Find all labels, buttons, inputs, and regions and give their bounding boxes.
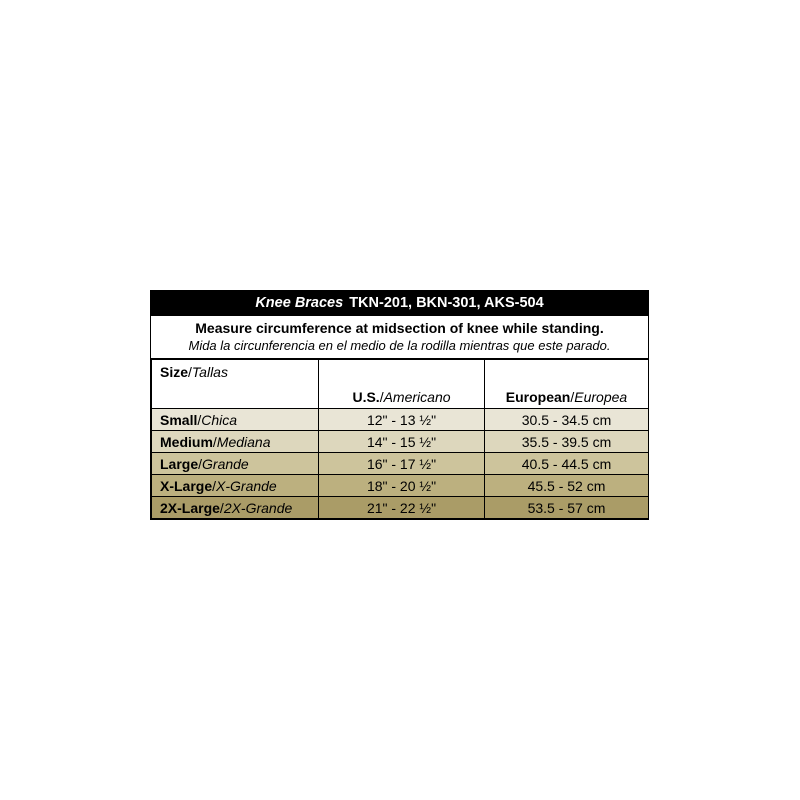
size-es: X-Grande bbox=[216, 477, 277, 494]
size-cell: Large/Grande bbox=[152, 453, 319, 475]
table-row bbox=[152, 497, 649, 519]
us-measurement: 18" - 20 ½" bbox=[319, 475, 485, 497]
size-en: 2X-Large bbox=[160, 499, 220, 516]
size-en: Small bbox=[160, 411, 198, 428]
size-en: Medium bbox=[160, 433, 213, 450]
chart-title-bar bbox=[151, 291, 648, 316]
instructions-english: Measure circumference at midsection of knee while standing. bbox=[195, 320, 604, 336]
size-table bbox=[151, 359, 649, 519]
size-es: Chica bbox=[201, 411, 238, 428]
header-us: U.S./Americano bbox=[319, 360, 485, 409]
eu-measurement: 30.5 - 34.5 cm bbox=[485, 409, 649, 431]
us-measurement: 21" - 22 ½" bbox=[319, 497, 485, 519]
size-cell: Small/Chica bbox=[152, 409, 319, 431]
size-cell: 2X-Large/2X-Grande bbox=[152, 497, 319, 519]
eu-measurement: 45.5 - 52 cm bbox=[485, 475, 649, 497]
size-cell: X-Large/X-Grande bbox=[152, 475, 319, 497]
size-en: X-Large bbox=[160, 477, 213, 494]
size-es: Grande bbox=[202, 455, 249, 472]
size-es: Mediana bbox=[216, 433, 271, 450]
size-chart bbox=[150, 290, 649, 520]
header-size-en: Size bbox=[160, 364, 189, 380]
chart-title-product: Knee Braces bbox=[255, 295, 344, 311]
table-row bbox=[152, 453, 649, 475]
size-en: Large bbox=[160, 455, 199, 472]
size-cell: Medium/Mediana bbox=[152, 431, 319, 453]
instructions-spanish: Mida la circunferencia en el medio de la rodilla mientras que este parado. bbox=[188, 338, 611, 353]
eu-measurement: 35.5 - 39.5 cm bbox=[485, 431, 649, 453]
header-european: European/Europea bbox=[485, 360, 649, 409]
table-row bbox=[152, 431, 649, 453]
measurement-instructions bbox=[151, 316, 648, 359]
chart-title-models: TKN-201, BKN-301, AKS-504 bbox=[349, 295, 544, 311]
header-size: Size/Tallas bbox=[152, 360, 319, 409]
us-measurement: 16" - 17 ½" bbox=[319, 453, 485, 475]
header-size-es: Tallas bbox=[191, 364, 228, 380]
table-row bbox=[152, 409, 649, 431]
eu-measurement: 40.5 - 44.5 cm bbox=[485, 453, 649, 475]
table-header-row bbox=[152, 360, 649, 409]
header-us-en: U.S. bbox=[352, 389, 380, 405]
header-eu-es: Europea bbox=[574, 389, 628, 405]
header-eu-en: European bbox=[505, 389, 571, 405]
size-es: 2X-Grande bbox=[223, 499, 293, 516]
us-measurement: 12" - 13 ½" bbox=[319, 409, 485, 431]
table-row bbox=[152, 475, 649, 497]
header-us-es: Americano bbox=[383, 389, 451, 405]
eu-measurement: 53.5 - 57 cm bbox=[485, 497, 649, 519]
us-measurement: 14" - 15 ½" bbox=[319, 431, 485, 453]
